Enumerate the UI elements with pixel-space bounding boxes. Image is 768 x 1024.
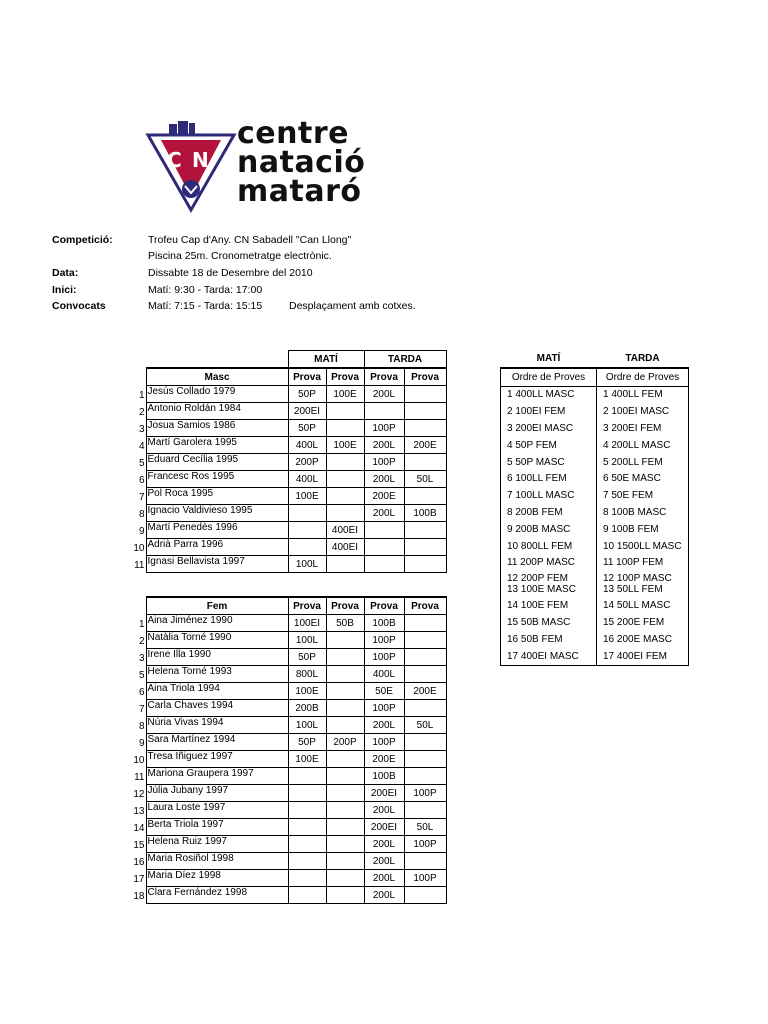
event-cell [404, 454, 446, 471]
order-row [501, 471, 689, 488]
event-cell [404, 386, 446, 403]
event-cell [326, 505, 364, 522]
event-cell: 400EI [326, 522, 364, 539]
event-cell: 800L [288, 666, 326, 683]
order-subheader-tarda: Ordre de Proves [597, 368, 689, 386]
table-row [130, 539, 446, 556]
swimmer-name: Aina Triola 1994 [146, 683, 288, 700]
event-cell [326, 632, 364, 649]
event-cell [364, 539, 404, 556]
event-cell [326, 666, 364, 683]
order-row [501, 521, 689, 538]
event-cell: 50B [326, 615, 364, 632]
swimmer-name: Helena Torné 1993 [146, 666, 288, 683]
row-number: 6 [138, 474, 145, 486]
order-row [501, 631, 689, 648]
swimmer-name: Clara Fernández 1998 [146, 887, 288, 904]
event-cell [288, 768, 326, 785]
swimmer-name: Tresa Iñiguez 1997 [146, 751, 288, 768]
row-number: 10 [133, 754, 145, 766]
table-row [130, 785, 446, 802]
order-row [501, 437, 689, 454]
order-row [501, 420, 689, 437]
event-cell [404, 700, 446, 717]
event-cell: 200EI [364, 819, 404, 836]
event-cell: 50P [288, 649, 326, 666]
order-event-mati: 1 400LL MASC [501, 386, 597, 403]
table-row [130, 751, 446, 768]
order-event-mati: 5 50P MASC [501, 454, 597, 471]
logo-line-3: mataró [237, 174, 362, 209]
event-cell: 100EI [288, 615, 326, 632]
order-event-tarda: 10 1500LL MASC [597, 538, 689, 555]
event-cell [404, 403, 446, 420]
event-cell: 100P [364, 734, 404, 751]
swimmer-name: Maria Rosiñol 1998 [146, 853, 288, 870]
swimmer-name: Antonio Roldán 1984 [146, 403, 288, 420]
event-cell: 100P [364, 454, 404, 471]
table-row [130, 717, 446, 734]
swimmer-name: Laura Loste 1997 [146, 802, 288, 819]
row-number: 10 [133, 542, 145, 554]
row-number: 3 [138, 423, 145, 435]
event-cell: 200L [364, 717, 404, 734]
event-cell [404, 887, 446, 904]
row-number: 8 [138, 720, 145, 732]
swimmer-name: Núria Vivas 1994 [146, 717, 288, 734]
order-event-mati: 9 200B MASC [501, 521, 597, 538]
convocats-extra: Desplaçament amb cotxes. [289, 300, 416, 312]
piscina-value: Piscina 25m. Cronometratge electrònic. [148, 250, 332, 262]
row-number: 9 [138, 525, 145, 537]
table-row [130, 403, 446, 420]
event-cell [326, 717, 364, 734]
event-cell [288, 505, 326, 522]
group-header-mati: MATÍ [288, 351, 364, 369]
event-cell: 200L [364, 870, 404, 887]
event-cell: 100P [404, 836, 446, 853]
event-cell: 100E [288, 488, 326, 505]
event-cell [404, 632, 446, 649]
event-cell: 200L [364, 836, 404, 853]
event-cell: 200L [364, 505, 404, 522]
row-number: 15 [133, 839, 145, 851]
event-cell: 400L [288, 437, 326, 454]
group-header-tarda: TARDA [364, 351, 446, 369]
column-header: Prova [326, 368, 364, 386]
event-cell: 200L [364, 802, 404, 819]
event-cell [364, 556, 404, 573]
order-row [501, 614, 689, 631]
swimmer-name: Carla Chaves 1994 [146, 700, 288, 717]
event-cell [326, 836, 364, 853]
order-row [501, 403, 689, 420]
event-cell: 50L [404, 471, 446, 488]
table-row [130, 471, 446, 488]
data-label: Data: [52, 267, 79, 279]
event-cell [326, 768, 364, 785]
table-row [130, 836, 446, 853]
event-cell: 50L [404, 819, 446, 836]
row-number: 2 [138, 406, 145, 418]
event-cell [404, 556, 446, 573]
event-cell [288, 836, 326, 853]
event-cell [326, 420, 364, 437]
order-event-mati: 2 100EI FEM [501, 403, 597, 420]
table-row [130, 853, 446, 870]
event-cell: 50E [364, 683, 404, 700]
event-cell: 100P [364, 632, 404, 649]
event-cell [404, 539, 446, 556]
masc-table [130, 350, 447, 573]
event-cell: 200E [404, 683, 446, 700]
order-event-mati: 6 100LL FEM [501, 471, 597, 488]
event-cell: 200L [364, 853, 404, 870]
event-cell [326, 819, 364, 836]
order-event-tarda: 12 100P MASC 13 50LL FEM [597, 571, 689, 597]
table-row [130, 802, 446, 819]
row-number: 14 [133, 822, 145, 834]
order-event-tarda: 15 200E FEM [597, 614, 689, 631]
row-number: 18 [133, 890, 145, 902]
order-event-tarda: 5 200LL FEM [597, 454, 689, 471]
event-cell [404, 420, 446, 437]
order-event-tarda: 17 400EI FEM [597, 648, 689, 665]
inici-label: Inici: [52, 284, 77, 296]
event-cell [404, 615, 446, 632]
swimmer-name: Ignasi Bellavista 1997 [146, 556, 288, 573]
row-number: 9 [138, 737, 145, 749]
row-number: 13 [133, 805, 145, 817]
svg-text:N: N [192, 148, 209, 172]
order-row [501, 454, 689, 471]
event-cell [326, 870, 364, 887]
swimmer-name: Natàlia Torné 1990 [146, 632, 288, 649]
swimmer-name: Mariona Graupera 1997 [146, 768, 288, 785]
row-number: 11 [134, 559, 145, 571]
event-cell: 200B [288, 700, 326, 717]
event-cell [288, 887, 326, 904]
row-number: 5 [138, 457, 145, 469]
order-event-mati: 16 50B FEM [501, 631, 597, 648]
event-cell [326, 700, 364, 717]
event-cell [404, 488, 446, 505]
event-cell [326, 471, 364, 488]
row-number: 2 [138, 635, 145, 647]
table-row [130, 887, 446, 904]
row-number: 7 [138, 491, 145, 503]
order-event-tarda: 11 100P FEM [597, 555, 689, 572]
club-emblem-icon [145, 115, 237, 215]
event-cell [404, 853, 446, 870]
table-row [130, 437, 446, 454]
table-row [130, 768, 446, 785]
event-cell: 200L [364, 471, 404, 488]
event-cell [288, 539, 326, 556]
table-row [130, 454, 446, 471]
order-event-tarda: 6 50E MASC [597, 471, 689, 488]
order-row [501, 648, 689, 665]
event-cell: 100P [404, 870, 446, 887]
order-event-tarda: 16 200E MASC [597, 631, 689, 648]
fem-title: Fem [146, 597, 288, 615]
event-cell: 100L [288, 632, 326, 649]
order-header-mati: MATÍ [536, 352, 561, 364]
order-event-mati: 7 100LL MASC [501, 487, 597, 504]
order-row [501, 571, 689, 597]
event-cell [326, 683, 364, 700]
event-cell: 200E [364, 488, 404, 505]
event-cell [288, 802, 326, 819]
table-row [130, 505, 446, 522]
event-cell: 400EI [326, 539, 364, 556]
order-row [501, 555, 689, 572]
order-event-mati: 17 400EI MASC [501, 648, 597, 665]
event-cell [288, 870, 326, 887]
event-cell: 100B [364, 615, 404, 632]
logo-line-2: natació [237, 145, 366, 180]
event-cell: 200L [364, 887, 404, 904]
table-row [130, 556, 446, 573]
swimmer-name: Aina Jiménez 1990 [146, 615, 288, 632]
order-event-tarda: 9 100B FEM [597, 521, 689, 538]
event-cell: 50P [288, 386, 326, 403]
event-cell [288, 853, 326, 870]
order-event-tarda: 7 50E FEM [597, 487, 689, 504]
event-cell: 100E [326, 386, 364, 403]
table-row [130, 420, 446, 437]
event-cell: 100E [326, 437, 364, 454]
column-header: Prova [364, 368, 404, 386]
event-cell: 200EI [288, 403, 326, 420]
event-cell: 200L [364, 386, 404, 403]
event-cell [326, 751, 364, 768]
event-cell [404, 734, 446, 751]
column-header: Prova [404, 368, 446, 386]
competicio-label: Competició: [52, 234, 113, 246]
table-row [130, 649, 446, 666]
row-number: 1 [138, 618, 145, 630]
table-row [130, 734, 446, 751]
event-cell [326, 649, 364, 666]
event-cell: 100E [288, 683, 326, 700]
row-number: 7 [138, 703, 145, 715]
swimmer-name: Irene Illa 1990 [146, 649, 288, 666]
event-cell: 100B [404, 505, 446, 522]
event-cell: 100E [288, 751, 326, 768]
event-cell [288, 785, 326, 802]
swimmer-name: Francesc Ros 1995 [146, 471, 288, 488]
order-event-tarda: 14 50LL MASC [597, 597, 689, 614]
event-cell: 100P [364, 700, 404, 717]
event-cell [326, 802, 364, 819]
event-cell: 200L [364, 437, 404, 454]
column-header: Prova [364, 597, 404, 615]
column-header: Prova [288, 597, 326, 615]
table-row [130, 700, 446, 717]
order-event-tarda: 3 200EI FEM [597, 420, 689, 437]
swimmer-name: Ignacio Valdivieso 1995 [146, 505, 288, 522]
table-row [130, 819, 446, 836]
event-cell: 100P [364, 420, 404, 437]
event-cell [288, 522, 326, 539]
inici-value: Matí: 9:30 - Tarda: 17:00 [148, 284, 263, 296]
masc-title: Masc [146, 368, 288, 386]
event-cell [404, 802, 446, 819]
swimmer-name: Josua Samios 1986 [146, 420, 288, 437]
table-row [130, 522, 446, 539]
swimmer-name: Maria Díez 1998 [146, 870, 288, 887]
event-cell: 50P [288, 734, 326, 751]
club-logo [145, 115, 385, 215]
order-row [501, 538, 689, 555]
order-event-tarda: 4 200LL MASC [597, 437, 689, 454]
swimmer-name: Eduard Cecília 1995 [146, 454, 288, 471]
svg-text:C: C [167, 148, 182, 172]
order-header-tarda: TARDA [625, 352, 660, 364]
swimmer-name: Martí Penedès 1996 [146, 522, 288, 539]
row-number: 5 [138, 669, 145, 681]
swimmer-name: Helena Ruiz 1997 [146, 836, 288, 853]
event-cell: 200E [364, 751, 404, 768]
column-header: Prova [288, 368, 326, 386]
convocats-value: Matí: 7:15 - Tarda: 15:15 [148, 300, 263, 312]
event-cell: 200P [288, 454, 326, 471]
order-event-mati: 15 50B MASC [501, 614, 597, 631]
logo-line-1: centre [237, 116, 349, 151]
event-cell: 100L [288, 717, 326, 734]
event-cell: 400L [364, 666, 404, 683]
order-row [501, 504, 689, 521]
row-number: 17 [133, 873, 145, 885]
event-cell: 100L [288, 556, 326, 573]
table-row [130, 632, 446, 649]
order-event-mati: 11 200P MASC [501, 555, 597, 572]
event-cell [326, 488, 364, 505]
order-event-mati: 8 200B FEM [501, 504, 597, 521]
table-row [130, 488, 446, 505]
event-cell: 50P [288, 420, 326, 437]
column-header: Prova [326, 597, 364, 615]
order-event-mati: 3 200EI MASC [501, 420, 597, 437]
event-cell: 100P [364, 649, 404, 666]
event-cell [326, 556, 364, 573]
swimmer-name: Júlia Jubany 1997 [146, 785, 288, 802]
row-number: 12 [133, 788, 145, 800]
row-number: 11 [134, 771, 145, 783]
event-cell [326, 887, 364, 904]
order-event-mati: 12 200P FEM 13 100E MASC [501, 571, 597, 597]
event-cell: 100B [364, 768, 404, 785]
row-number: 4 [138, 440, 145, 452]
event-cell: 200E [404, 437, 446, 454]
event-cell: 50L [404, 717, 446, 734]
swimmer-name: Sara Martínez 1994 [146, 734, 288, 751]
order-event-tarda: 1 400LL FEM [597, 386, 689, 403]
column-header: Prova [404, 597, 446, 615]
club-name [237, 116, 366, 209]
event-cell: 200EI [364, 785, 404, 802]
table-row [130, 386, 446, 403]
event-cell [404, 522, 446, 539]
table-row [130, 666, 446, 683]
order-row [501, 487, 689, 504]
event-cell [326, 403, 364, 420]
swimmer-name: Martí Garolera 1995 [146, 437, 288, 454]
row-number: 1 [138, 389, 145, 401]
event-cell [404, 649, 446, 666]
fem-table [130, 596, 447, 904]
convocats-label: Convocats [52, 300, 106, 312]
data-value: Dissabte 18 de Desembre del 2010 [148, 267, 313, 279]
event-cell: 100P [404, 785, 446, 802]
table-row [130, 615, 446, 632]
order-of-events-table [500, 350, 689, 666]
row-number: 16 [133, 856, 145, 868]
order-row [501, 597, 689, 614]
order-subheader-mati: Ordre de Proves [501, 368, 597, 386]
table-row [130, 870, 446, 887]
row-number: 6 [138, 686, 145, 698]
event-cell [404, 768, 446, 785]
event-cell [404, 751, 446, 768]
event-cell [404, 666, 446, 683]
order-event-mati: 10 800LL FEM [501, 538, 597, 555]
swimmer-name: Berta Triola 1997 [146, 819, 288, 836]
swimmer-name: Adrià Parra 1996 [146, 539, 288, 556]
event-cell [326, 785, 364, 802]
row-number: 3 [138, 652, 145, 664]
event-cell [326, 853, 364, 870]
competicio-value: Trofeu Cap d'Any. CN Sabadell "Can Llong" [148, 234, 352, 246]
order-event-mati: 14 100E FEM [501, 597, 597, 614]
order-event-mati: 4 50P FEM [501, 437, 597, 454]
event-cell [288, 819, 326, 836]
event-cell: 400L [288, 471, 326, 488]
row-number: 8 [138, 508, 145, 520]
order-row [501, 386, 689, 403]
order-event-tarda: 8 100B MASC [597, 504, 689, 521]
swimmer-name: Jesús Collado 1979 [146, 386, 288, 403]
swimmer-name: Pol Roca 1995 [146, 488, 288, 505]
table-row [130, 683, 446, 700]
event-cell [364, 403, 404, 420]
order-event-tarda: 2 100EI MASC [597, 403, 689, 420]
event-cell: 200P [326, 734, 364, 751]
event-cell [364, 522, 404, 539]
event-cell [326, 454, 364, 471]
